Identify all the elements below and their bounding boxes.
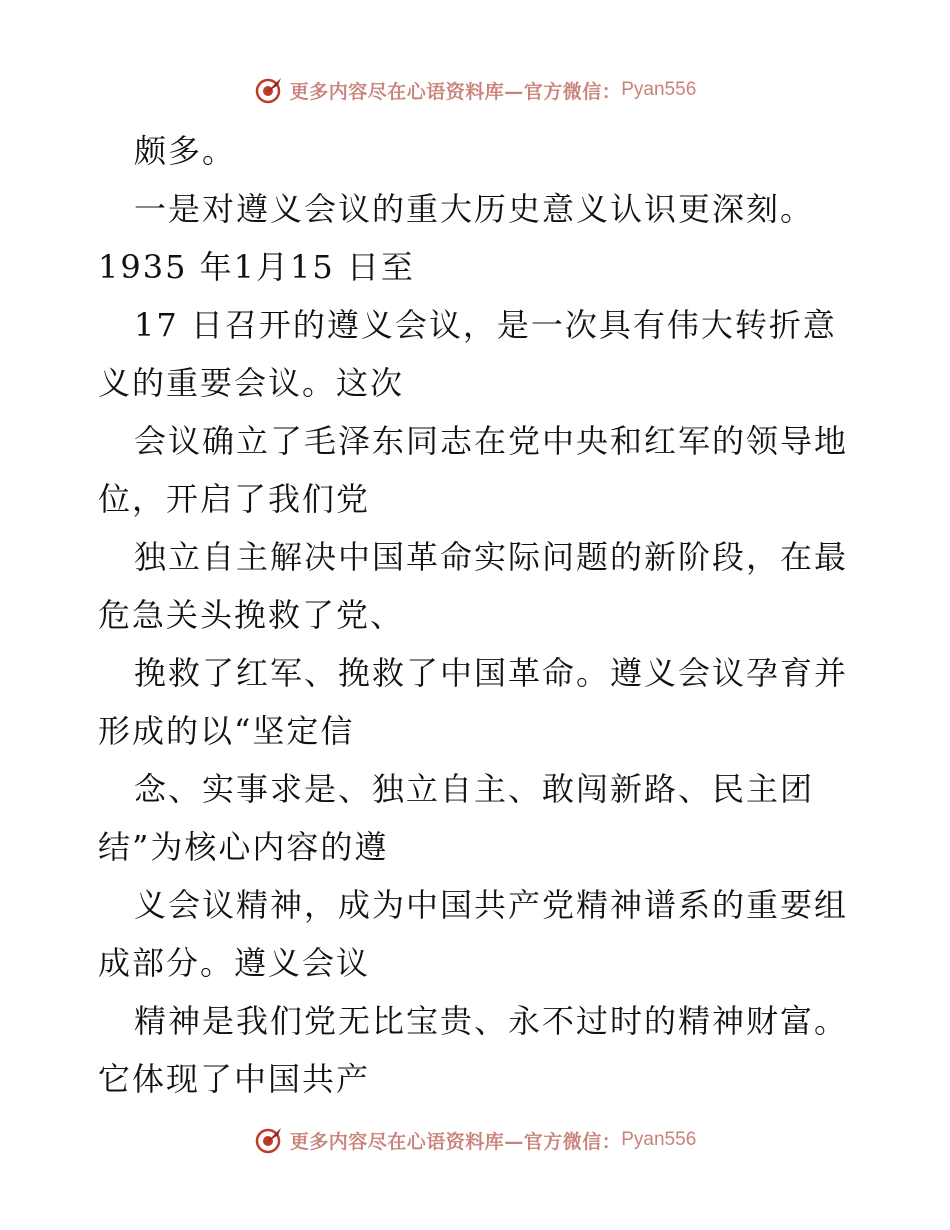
text-line: 精神是我们党无比宝贵、永不过时的精神财富。 <box>134 1002 849 1040</box>
text-line: 一是对遵义会议的重大历史意义认识更深刻。 <box>134 190 815 228</box>
text-line: 成部分。遵义会议 <box>98 944 371 982</box>
quill-logo-icon <box>254 1125 284 1155</box>
text-line: 会议确立了毛泽东同志在党中央和红军的领导地 <box>134 422 849 460</box>
text-line: 结”为核心内容的遵 <box>98 828 389 866</box>
text-line: 形成的以“坚定信 <box>98 712 355 750</box>
text-line: 义会议精神，成为中国共产党精神谱系的重要组 <box>134 886 849 924</box>
document-body <box>98 122 878 1108</box>
text-line: 17 日召开的遵义会议，是一次具有伟大转折意 <box>134 306 837 344</box>
watermark-text: 更多内容尽在心语资料库—官方微信： <box>289 1130 622 1153</box>
header-watermark <box>0 70 950 110</box>
watermark-wechat-id: Pyan556 <box>621 1129 697 1150</box>
text-line: 念、实事求是、独立自主、敢闯新路、民主团 <box>134 770 815 808</box>
text-line: 位，开启了我们党 <box>98 480 371 518</box>
text-line: 独立自主解决中国革命实际问题的新阶段，在最 <box>134 538 849 576</box>
text-line: 颇多。 <box>134 132 237 170</box>
footer-watermark <box>0 1120 950 1160</box>
watermark-text: 更多内容尽在心语资料库—官方微信： <box>289 80 622 103</box>
text-line: 危急关头挽救了党、 <box>98 596 405 634</box>
text-line: 1935 年1月15 日至 <box>98 248 415 286</box>
watermark-wechat-id: Pyan556 <box>621 79 697 100</box>
text-line: 它体现了中国共产 <box>98 1060 371 1098</box>
quill-logo-icon <box>254 75 284 105</box>
text-line: 挽救了红军、挽救了中国革命。遵义会议孕育并 <box>134 654 849 692</box>
text-line: 义的重要会议。这次 <box>98 364 405 402</box>
